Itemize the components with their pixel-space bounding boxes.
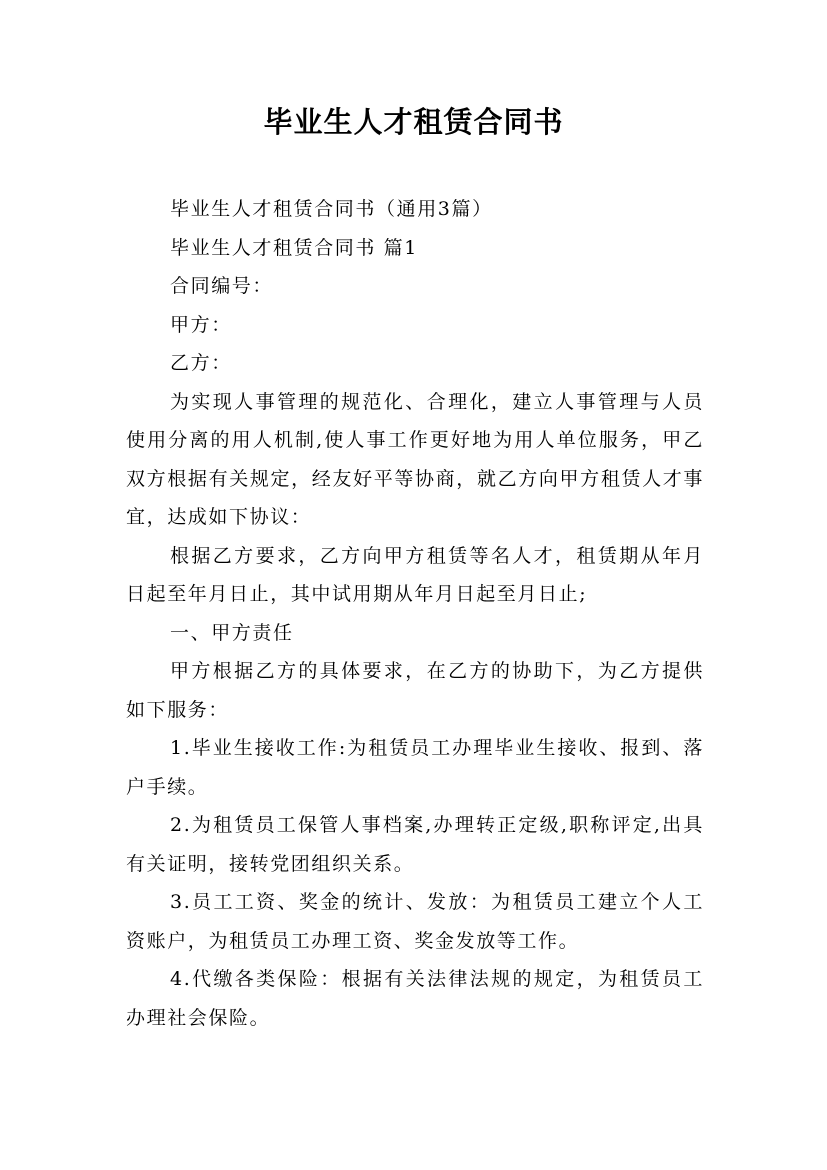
paragraph-contract-number: 合同编号： xyxy=(170,275,274,297)
paragraph-item-1: 1.毕业生接收工作:为租赁员工办理毕业生接收、报到、落户手续。 xyxy=(126,737,704,798)
paragraph-section-heading: 毕业生人才租赁合同书 篇1 xyxy=(170,236,418,259)
paragraph-party-a-duties-heading: 一、甲方责任 xyxy=(170,621,294,644)
document-title: 毕业生人才租赁合同书 xyxy=(263,105,564,139)
paragraph-item-2: 2.为租赁员工保管人事档案,办理转正定级,职称评定,出具有关证明，接转党团组织关系。 xyxy=(126,814,704,875)
paragraph-lease-term: 根据乙方要求，乙方向甲方租赁等名人才，租赁期从年月日起至年月日止，其中试用期从年月日起至月日止; xyxy=(126,544,704,605)
paragraph-subtitle: 毕业生人才租赁合同书（通用3篇） xyxy=(170,198,493,220)
paragraph-party-a: 甲方： xyxy=(170,313,232,336)
paragraph-preamble: 为实现人事管理的规范化、合理化，建立人事管理与人员使用分离的用人机制,使人事工作更好地为用人单位服务，甲乙双方根据有关规定，经友好平等协商，就乙方向甲方租赁人才事宜，达成如下协议： xyxy=(126,390,704,528)
paragraph-services-intro: 甲方根据乙方的具体要求，在乙方的协助下，为乙方提供如下服务： xyxy=(126,660,704,721)
document-body xyxy=(126,190,704,1037)
paragraph-item-3: 3.员工工资、奖金的统计、发放：为租赁员工建立个人工资账户，为租赁员工办理工资、奖金发放等工作。 xyxy=(126,891,704,952)
paragraph-party-b: 乙方： xyxy=(170,352,232,374)
paragraph-item-4: 4.代缴各类保险：根据有关法律法规的规定，为租赁员工办理社会保险。 xyxy=(126,968,704,1029)
